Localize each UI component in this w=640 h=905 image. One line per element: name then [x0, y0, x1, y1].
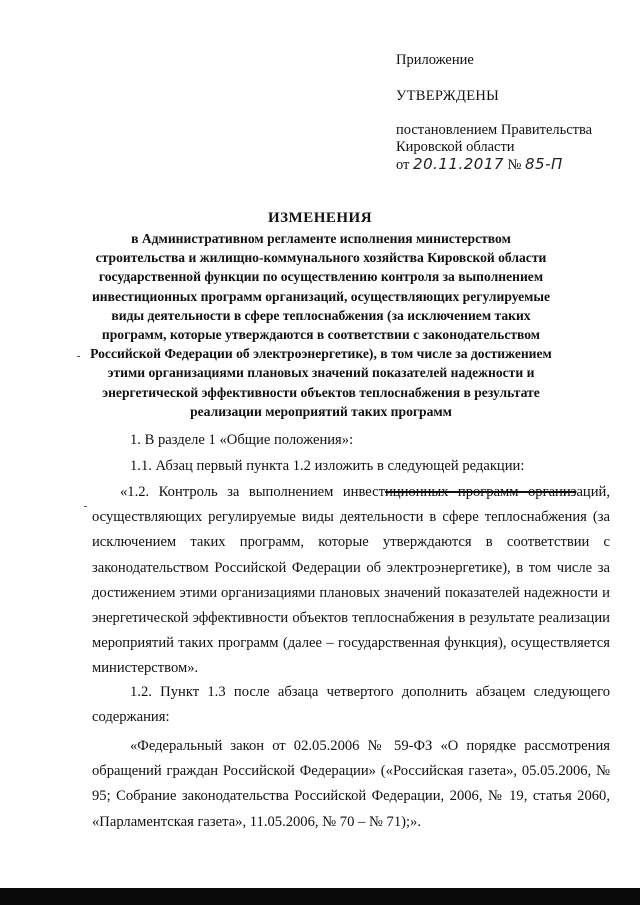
handwritten-number: 85-П [525, 155, 563, 173]
date-prefix: от [396, 157, 410, 173]
p3-struck-text: иционных программ организ [384, 484, 577, 500]
approved-label: УТВЕРЖДЕНЫ [396, 88, 500, 104]
p3-end: аций, осуществляющих регулируемые виды деятельности в сфере теплоснабжения (за исключением таких программ, которые утверждаются в соответствии с законодательством Российской Федерации об электроэнергетике), в том числе за достижением этими организациями плановых значений показателей надежности и энергетической эффективности объектов теплоснабжения в результате реализации мероприятий таких программ (далее – государственная функция), осуществляется министерством». [92, 484, 610, 677]
paragraph-federal-law: «Федеральный закон от 02.05.2006 № 59-ФЗ «О порядке рассмотрения обращений граждан Российской Федерации» («Российская газета», 05.05.2006, № 95; Собрание законодательства Российской Федерации, 2006, № 19, статья 2060, «Парламентская газета», 11.05.2006, № 70 – № 71);». [92, 738, 610, 830]
margin-mark [84, 506, 87, 507]
margin-mark [77, 356, 80, 357]
handwritten-date: 20.11.2017 [413, 155, 504, 173]
paragraph-section-1: 1. В разделе 1 «Общие положения»: [130, 432, 354, 448]
resolution-date-line [396, 156, 563, 174]
number-sign: № [507, 157, 522, 173]
resolution-text: постановлением Правительства Кировской области [396, 122, 593, 155]
paragraph-new-wording-1-2 [92, 480, 610, 682]
document-subject: в Административном регламенте исполнения министерством строительства и жилищно-коммунального хозяйства Кировской области государственной функции по осуществлению контроля за выполнением инвестиционных программ организаций, осуществляющих регулируемые виды деятельности в сфере теплоснабжения (за исключением таких программ, которые утверждаются в соответствии с законодательством Российской Федерации об электроэнергетике), в том числе за достижением этими организациями плановых значений показателей надежности и энергетической эффективности объектов теплоснабжения в результате реализации мероприятий таких программ [90, 231, 552, 419]
document-title: ИЗМЕНЕНИЯ [267, 210, 373, 226]
paragraph-item-1-1: 1.1. Абзац первый пункта 1.2 изложить в следующей редакции: [130, 458, 525, 474]
paragraph-item-1-2: 1.2. Пункт 1.3 после абзаца четвертого дополнить абзацем следующего содержания: [92, 684, 610, 726]
appendix-label: Приложение [396, 52, 474, 68]
p3-start: «1.2. Контроль за выполнением инвест [120, 484, 385, 500]
scan-border [0, 888, 640, 905]
